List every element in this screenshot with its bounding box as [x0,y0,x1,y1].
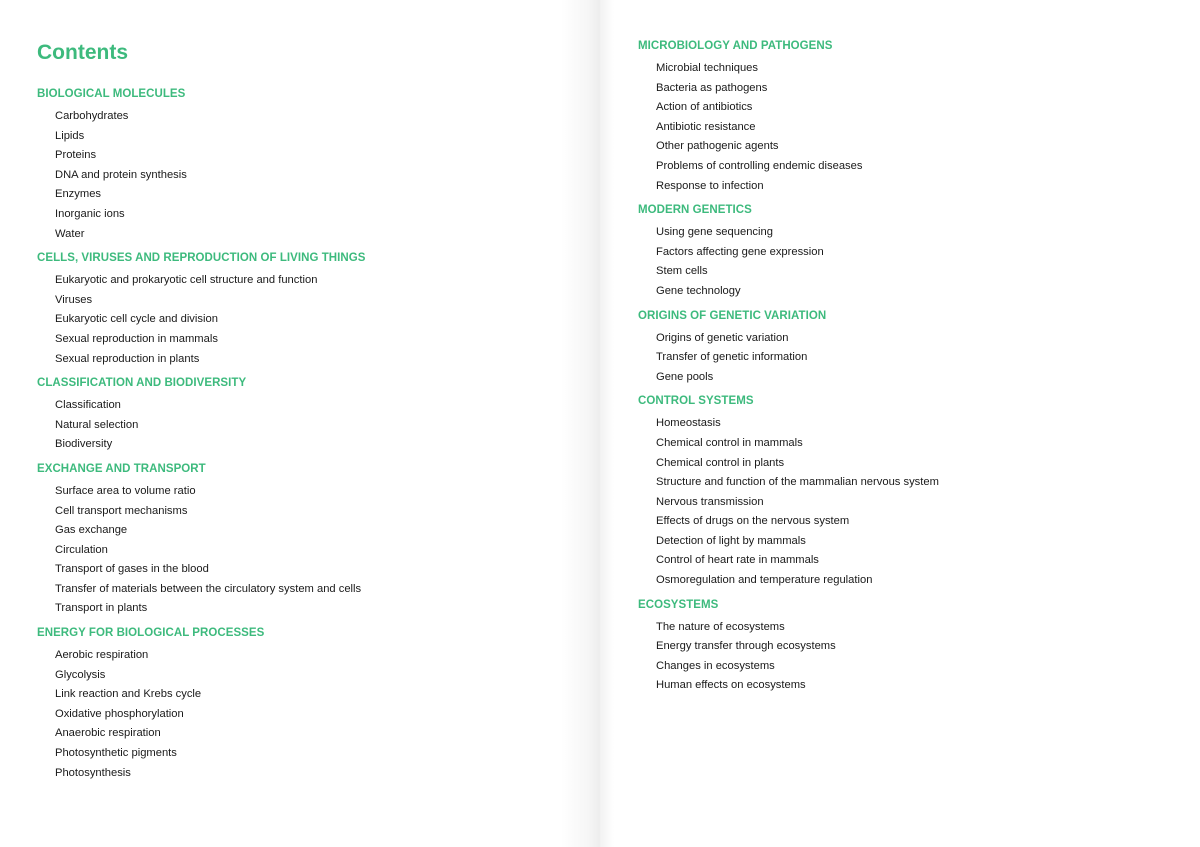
contents-item: Gene pools [656,370,714,383]
contents-item: Microbial techniques [656,62,758,74]
contents-item: Transfer of genetic information [656,351,808,364]
contents-item: Action of antibiotics [656,101,753,114]
contents-item: Circulation [55,543,108,556]
section-heading: ORIGINS OF GENETIC VARIATION [638,309,827,322]
contents-item: Origins of genetic variation [656,331,789,344]
contents-item: Changes in ecosystems [656,659,775,672]
section-ecosystems [638,597,1178,696]
contents-item: Energy transfer through ecosystems [656,640,836,653]
contents-item: Antibiotic resistance [656,120,756,133]
contents-item: Viruses [55,293,93,306]
contents-item: Anaerobic respiration [55,727,161,740]
contents-item: Cell transport mechanisms [55,504,188,517]
contents-item: Sexual reproduction in plants [55,352,200,365]
right-page [600,0,1200,847]
contents-item: Gas exchange [55,524,128,537]
section-heading: MODERN GENETICS [638,204,752,217]
contents-item: Water [55,227,85,240]
contents-item: Inorganic ions [55,207,125,220]
contents-item: Chemical control in mammals [656,436,803,449]
section-heading: CONTROL SYSTEMS [638,395,754,408]
contents-item: Photosynthetic pigments [55,747,177,760]
section-heading: EXCHANGE AND TRANSPORT [37,462,206,475]
section-classification-and-biodiversity [37,375,557,455]
contents-item: Eukaryotic cell cycle and division [55,313,218,326]
contents-item: Gene technology [656,284,741,297]
contents-item: Homeostasis [656,417,721,430]
section-microbiology-and-pathogens [638,38,1178,196]
section-heading: MICROBIOLOGY AND PATHOGENS [638,40,833,52]
section-cells-viruses-and-reproduction-of-living-things [37,250,557,369]
contents-item: Transfer of materials between the circulatory system and cells [55,582,362,595]
contents-item: Chemical control in plants [656,456,785,469]
contents-item: Bacteria as pathogens [656,81,768,94]
section-origins-of-genetic-variation [638,308,1178,388]
contents-item: Detection of light by mammals [656,534,806,547]
page-gutter-shadow [560,0,600,847]
contents-item: Natural selection [55,418,139,431]
contents-item: Glycolysis [55,668,106,681]
contents-item: Proteins [55,149,97,162]
left-page [0,0,598,847]
contents-item: Human effects on ecosystems [656,679,806,692]
contents-item: Surface area to volume ratio [55,484,196,497]
contents-item: Link reaction and Krebs cycle [55,688,202,701]
section-heading: ENERGY FOR BIOLOGICAL PROCESSES [37,627,265,640]
contents-item: Oxidative phosphorylation [55,707,184,720]
contents-item: Nervous transmission [656,495,764,508]
contents-item: Using gene sequencing [656,226,773,239]
contents-item: Response to infection [656,179,764,192]
contents-item: Osmoregulation and temperature regulation [656,574,873,587]
section-heading: CELLS, VIRUSES AND REPRODUCTION OF LIVING THINGS [37,252,366,265]
contents-item: Other pathogenic agents [656,140,779,153]
contents-item: Enzymes [55,188,102,201]
contents-item: Effects of drugs on the nervous system [656,515,850,528]
section-control-systems [638,393,1178,590]
contents-item: Photosynthesis [55,766,131,779]
contents-item: Transport of gases in the blood [55,563,209,576]
page-title: Contents [37,41,128,64]
section-heading: BIOLOGICAL MOLECULES [37,88,186,100]
contents-item: Biodiversity [55,438,113,451]
contents-item: Control of heart rate in mammals [656,554,819,567]
contents-item: Carbohydrates [55,110,129,122]
right-contents-column [638,38,1178,702]
contents-item: The nature of ecosystems [656,620,785,633]
contents-item: Eukaryotic and prokaryotic cell structure and function [55,274,318,287]
section-heading: ECOSYSTEMS [638,598,719,611]
contents-item: Classification [55,399,121,412]
contents-item: DNA and protein synthesis [55,168,187,181]
left-contents-column [37,86,557,789]
contents-item: Factors affecting gene expression [656,245,824,258]
contents-item: Lipids [55,129,85,142]
section-energy-for-biological-processes [37,625,557,783]
contents-item: Stem cells [656,265,708,278]
contents-item: Aerobic respiration [55,649,149,662]
section-heading: CLASSIFICATION AND BIODIVERSITY [37,377,247,390]
section-modern-genetics [638,202,1178,301]
contents-item: Problems of controlling endemic diseases [656,159,863,172]
contents-item: Sexual reproduction in mammals [55,332,218,345]
contents-item: Transport in plants [55,602,148,615]
page-gutter-shadow-right [600,0,614,847]
section-biological-molecules [37,86,557,244]
contents-item: Structure and function of the mammalian nervous system [656,476,939,489]
section-exchange-and-transport [37,461,557,619]
